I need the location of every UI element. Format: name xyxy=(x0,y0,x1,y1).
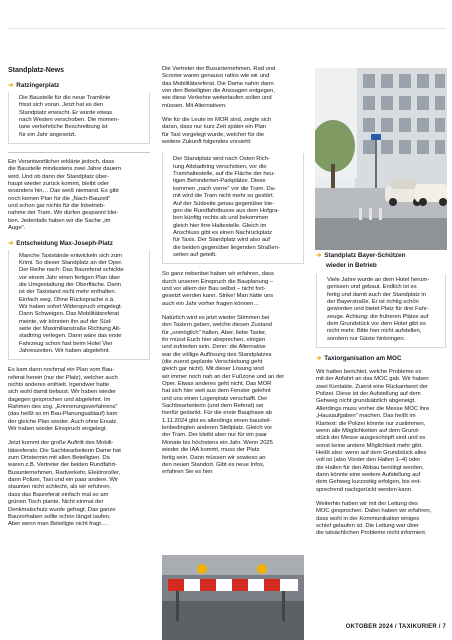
column-3 xyxy=(316,252,446,538)
text-line: die Umgestaltung der Oberfläche. Darin xyxy=(19,281,121,288)
text-line: sonst keine andere Möglichkeit mehr gibt. xyxy=(316,442,423,449)
text-line: Der Standplatz wird nach Osten Rich- xyxy=(173,156,270,163)
text-line: Heißt also: wenn auf dem Grundstück alles xyxy=(316,449,427,456)
text-line: die Hallen für den Abbau benötigt werden, xyxy=(316,464,424,471)
text-line: gleich gar nicht). Mit dieser Lösung sind xyxy=(162,366,264,373)
text-line: und schon gar nichts für die Inbetrieb- xyxy=(8,203,105,210)
text-line: wie diese Verkehre weiterlaufen sollen und xyxy=(162,95,272,102)
text-line: Die Vertreter der Busunternehmen, Rad und xyxy=(162,66,276,72)
text-line: und uns einen Logenplatz verschafft. Der xyxy=(162,395,268,402)
column-2 xyxy=(162,66,304,477)
text-line: frisst sich voran. Jetzt hat es den xyxy=(19,102,104,109)
col2-paragraph-1 xyxy=(162,66,304,110)
text-line: Viele Jahre wurde an dem Hotel herum- xyxy=(327,277,430,283)
text-line: sprechend nachgerückt werden kann. xyxy=(316,486,413,493)
text-line: gen die Rundfahrtbusse aus dem Hofgra- xyxy=(173,207,280,214)
bayer-box xyxy=(316,274,446,348)
text-line: 1.11.2024 gibt es allerdings einen bausteil- xyxy=(162,417,272,424)
text-line: Wie für die Leute im MOR sind, zeigte sich xyxy=(162,117,272,124)
text-line: vor einem Jahr einen fertigen Plan über xyxy=(19,274,121,281)
text-line: Krimi. So dieser Standplatz an der Oper. xyxy=(19,259,123,266)
text-line: Natürlich wird es jetzt wieder Stimmen bei xyxy=(162,314,270,321)
text-line: Wir haben wieder Einspruch eingelegt. xyxy=(8,426,108,433)
text-line: nichts anderes enthielt. Irgendwer hatte xyxy=(8,382,110,388)
text-line: den Taxlern geben, welche diesen Zustand xyxy=(162,322,272,329)
text-line: gesetzt werden kann. Strike! Man hätte uns xyxy=(162,293,274,300)
text-line: fertig und damit auch der Standplatz in xyxy=(327,291,426,298)
text-line: lenbedingten anderen Stellplatz. Gleich vor xyxy=(162,425,273,432)
text-line: für „unmöglich" halten. Aber, liebe Taxler, xyxy=(162,329,267,336)
max-joseph-box xyxy=(8,250,150,361)
text-line: die Baustelle mindestens zwei Jahre dauern xyxy=(8,166,122,173)
divider xyxy=(8,152,150,153)
text-line: müssen. Mit Alternativen. xyxy=(162,102,227,109)
text-line: zum Ortstermin mit allen Beteiligten. Da xyxy=(8,455,110,462)
text-line: Manche Taxistände entwickeln sich zum xyxy=(19,252,122,259)
text-line: zeuge. Achtung: die früheren Plätze auf xyxy=(327,313,429,320)
ratzingerplatz-heading xyxy=(8,82,150,90)
text-line: dann könnte eine weitere Aufstellung auf xyxy=(316,471,421,478)
col2-box xyxy=(162,153,304,264)
bayer-heading-line1: Standplatz Bayer-Schützen xyxy=(324,252,406,259)
bayer-heading-line2: wieder in Betrieb xyxy=(326,262,377,269)
moc-heading xyxy=(316,355,446,363)
text-line: Bauvorhaben sollte schon längst laufen. xyxy=(8,513,111,520)
text-line: voll ist (also Vorder den Hallen 1–4) oder xyxy=(316,457,421,464)
text-line: Denkmalschutz wurde gefragt. Das ganze xyxy=(8,506,116,513)
max-joseph-heading-text: Entscheidung Max-Joseph-Platz xyxy=(16,239,113,247)
text-line: Gehweg nicht grundsätzlich abgeneigt. xyxy=(316,398,416,405)
text-line: Einfach weg. Ohne Rücksprache o.ä. xyxy=(19,296,115,303)
text-line: Monate bis höchstens ein Jahr. Wenn 2025 xyxy=(162,439,273,446)
text-line: staunten nicht schlecht, als wir erfuhren, xyxy=(8,484,112,491)
text-line: grünen Tisch plante. Nicht einmal der xyxy=(8,499,104,506)
text-line: (die zuerst geplante Verschiebung geht xyxy=(162,359,263,366)
text-line: waren z.B. Vertreter der beiden Rundfahrt- xyxy=(8,462,117,469)
text-line: Rahmen des sog. „Erinnerungsverfahrens" xyxy=(8,404,118,411)
text-line: weitere Zukunft folgendes vorsieht: xyxy=(162,139,252,146)
text-line: und vor allem der Bau selbst – nicht fort- xyxy=(162,285,266,292)
text-line: wieder die IAA kommt, muss der Platz xyxy=(162,447,260,454)
construction-photo xyxy=(162,555,304,640)
text-line: Jetzt kommt der große Auftritt des Mobili- xyxy=(8,440,114,447)
text-line: referat herein (nur der Platz), welcher auch xyxy=(8,374,118,381)
text-line: das Mobilitätsreferat. Die Dame nahm dann xyxy=(162,80,274,87)
text-line: Oper. Etwas anderes geht nicht. Das MOR xyxy=(162,381,272,388)
text-line: für Taxis. Der Standplatz wird also auf xyxy=(173,237,270,244)
text-line: Allerdings muss vorher die Messe MOC ihre xyxy=(316,405,430,412)
construction-illustration xyxy=(162,555,304,640)
ratzingerplatz-body xyxy=(8,159,150,232)
text-line: Dann Schweigen. Das Mobilitätsreferat xyxy=(19,311,119,318)
text-line: Polizei. Diese ist der Aufstellung auf dem xyxy=(316,391,421,398)
text-line: stadtring verlegen. Dann wäre das erste xyxy=(19,333,122,340)
text-line: geworden und bietet Platz für drei Fahr- xyxy=(327,306,429,313)
text-line: war die völlige Auflösung des Standplatzes xyxy=(162,351,272,358)
text-line: tane verkehrliche Beschreibung ist xyxy=(19,124,108,131)
text-line: dagegen gesprochen und abgelehnt. Im xyxy=(8,396,111,403)
text-line: meinte, wir könnten ihn auf der Süd- xyxy=(19,318,112,325)
text-line: Wir haben sofort Widerspruch eingelegt. xyxy=(19,303,123,310)
text-line: Die Baustelle für die neue Tramlinie xyxy=(19,95,111,101)
text-line: Auge". xyxy=(8,225,26,232)
max-joseph-body-1 xyxy=(8,367,150,433)
text-line: seite der Maximilianstraße Richtung Alt- xyxy=(19,325,121,332)
text-line: wenn alle Möglichkeiten auf dem Grund- xyxy=(316,427,420,434)
text-line: stück der Messe ausgeschöpft sind und es xyxy=(316,435,426,442)
text-line: von den Beteiligten die Anssagen entgegen, xyxy=(162,88,275,95)
text-line: nicht mehr. Bitte hier nicht aufstellen, xyxy=(327,328,422,335)
text-line: tätsreferats. Die Sachbearbeiterin Dame hat xyxy=(8,447,121,454)
text-line: tigen Behinderten-Parkplätze. Diese xyxy=(173,178,266,185)
text-line: der Tram. Der bleibt aber nur für ein paar xyxy=(162,432,267,439)
text-line: Es kam dann nochmal ein Plan vom Bau- xyxy=(8,367,115,374)
text-line: dem Gehweg kurzzeitig erfolgen, bis ent- xyxy=(316,479,422,486)
moc-paragraph-2 xyxy=(316,501,446,538)
text-line: MOC gesprochen. Dabei haben wir erfahren, xyxy=(316,508,432,515)
text-line: hierfür gedankt. Für die erste Bauphase ab xyxy=(162,410,272,417)
text-line: Aber wenn man Beteiligte nicht fragt…. xyxy=(8,521,109,528)
text-line: seiten auf geteilt. xyxy=(173,251,217,258)
text-line: noch keinen Plan für die „Nach-Bauzeit" xyxy=(8,195,111,202)
text-line: Der Reihe nach: Das Baureferat schickte xyxy=(19,267,124,274)
arrow-icon: ➔ xyxy=(8,82,14,89)
text-line: nach Westen verschoben. Die momen- xyxy=(19,117,120,124)
text-line: sich wohl damit befasst. Wir haben wieder xyxy=(8,389,116,396)
text-line: Fahrzeug schon fast beim Hotel Vier xyxy=(19,340,113,347)
text-line: die tatsächlichen Probleme nicht informiert. xyxy=(316,530,427,537)
text-line: Klartext: die Polizei könnte nur zustimmen, xyxy=(316,420,426,427)
text-line: nahme der Tram. Wir dürfen gespannt blei- xyxy=(8,210,119,217)
text-line: Ein Verantwortlicher erklärte jedoch, dass xyxy=(8,159,115,166)
text-line: die beiden gegenüber liegenden Straßen- xyxy=(173,244,280,251)
text-line: auch ein Jahr vorher fragen können… xyxy=(162,300,260,307)
text-line: fertig sein. Dann müssen wir sowieso an xyxy=(162,454,266,461)
text-line: dass das Baureferat einfach mal so am xyxy=(8,491,109,498)
text-line: gerissen und gebaut. Endlich ist es xyxy=(327,284,417,291)
ratzingerplatz-box xyxy=(8,92,150,144)
bayer-heading xyxy=(316,252,446,260)
taxi-stand-photo xyxy=(315,68,447,250)
text-line: dann Polizei, Taxi und ein paar andere. Wir xyxy=(8,477,119,484)
text-line: ihr müsst Euch hier absprechen, einigen xyxy=(162,337,266,343)
text-line: So ganz nebenbei haben wir erfahren, dass xyxy=(162,271,274,278)
text-line: kommen „nach vorne" vor die Tram. Da- xyxy=(173,185,276,192)
text-line: mit wird die Tram nicht mehr so gestört. xyxy=(173,193,275,200)
text-line: Wir hatten berichtet, welche Probleme es xyxy=(316,369,422,376)
text-line: wird. Und ob dann der Standplatz über- xyxy=(8,173,109,180)
moc-paragraph-1 xyxy=(316,369,446,494)
text-line: dem Grundstück vor dem Hotel gibt es xyxy=(327,321,426,328)
ratzingerplatz-heading-text: Ratzingerplatz xyxy=(16,82,60,89)
page-footer: OKTOBER 2024 / TAXIKURIER / 7 xyxy=(345,624,446,630)
text-line: gleich hier ihre Haltestelle. Gleich im xyxy=(173,222,267,229)
max-joseph-body-2 xyxy=(8,440,150,528)
text-line: Scooter waren genauso ratlos wie wir und xyxy=(162,73,270,80)
max-joseph-heading xyxy=(8,240,150,248)
text-line: haupt wieder zurück kommt, bleibt oder xyxy=(8,181,109,188)
text-line: wir immer noch nah an der Fußzone und an der xyxy=(162,373,285,380)
text-line: Auf der Südseite genau gegenüber bie- xyxy=(173,200,274,207)
taxi-stand-illustration xyxy=(315,68,447,250)
text-line: für ein Jahr angesetzt. xyxy=(19,131,77,138)
text-line: Jahreszeiten. Wir haben abgelehnt. xyxy=(19,347,110,354)
text-line: ben. Jedenfalls haben wir die Sache „im xyxy=(8,217,111,224)
text-line: mit der Anfahrt an das MOC gab. Wir haben xyxy=(316,376,429,383)
text-line: daran, dass nur kurz Zeit später ein Plan xyxy=(162,124,267,131)
text-line: Busunternehmen, Radverkehr, Elektroroller, xyxy=(8,469,121,476)
section-title: Standplatz-News xyxy=(8,67,65,74)
text-line: der Bayerstraße. Er ist richtig schön xyxy=(327,299,419,306)
col2-paragraph-3 xyxy=(162,271,304,308)
text-line: Anschluss gibt es einen Nachrückplatz xyxy=(173,229,272,236)
text-line: ben künftig rechts ab und bekommen xyxy=(173,215,269,222)
text-line: hat sich hier weit aus dem Fenster gelehnt xyxy=(162,388,271,395)
arrow-icon: ➔ xyxy=(316,355,322,363)
text-line: Standplatz erwischt. Er wurde etwas xyxy=(19,109,113,116)
arrow-icon: ➔ xyxy=(8,239,14,247)
col2-paragraph-4 xyxy=(162,315,304,477)
text-line: Tramhaltestelle, auf die Fläche der heu- xyxy=(173,171,275,178)
text-line: schief gelaufen ist. Die Leitung war über xyxy=(316,522,419,529)
text-line: woanders hin… Das weiß niemand. Es gibt xyxy=(8,188,119,195)
text-line: Weiterhin haben wir mit der Leitung des xyxy=(316,500,418,507)
text-line: sondern nur Gäste hinbringen. xyxy=(327,335,406,342)
text-line: dass wohl in der Kommunikation einiges xyxy=(316,515,420,522)
column-1 xyxy=(8,66,150,529)
text-line: Sachbearbeiterin (und dem Referat) sei xyxy=(162,403,264,410)
text-line: den neuen Standort. Gibt es neue Infos, xyxy=(162,461,265,468)
moc-heading-text: Taxiorganisation am MOC xyxy=(324,355,402,363)
col2-paragraph-2 xyxy=(162,117,304,146)
text-line: und zufrieden sein. Denn: die Alternative xyxy=(162,344,266,351)
text-line: zwei Kontakte. Zuerst eine Rückantwort der xyxy=(316,383,428,390)
text-line: durch unseren Einspruch die Bauplanung – xyxy=(162,278,273,285)
text-line: der gleiche Plan wieder. Auch ohne Ersatz. xyxy=(8,418,118,425)
text-line: für Taxi vorgelegt wurde, welcher für die xyxy=(162,131,264,138)
text-line: (das heißt so im Bau-Planungsablauf) kam xyxy=(8,411,118,418)
text-line: tung Altstadtring verschoben, vor die xyxy=(173,163,267,170)
text-line: ist der Taxistand nicht mehr enthalten. xyxy=(19,289,117,296)
header-divider xyxy=(8,28,446,29)
text-line: „Hausaufgaben" machen. Das heißt im xyxy=(316,413,416,420)
arrow-icon: ➔ xyxy=(316,252,322,259)
text-line: erfahren Sie es hier. xyxy=(162,469,214,476)
